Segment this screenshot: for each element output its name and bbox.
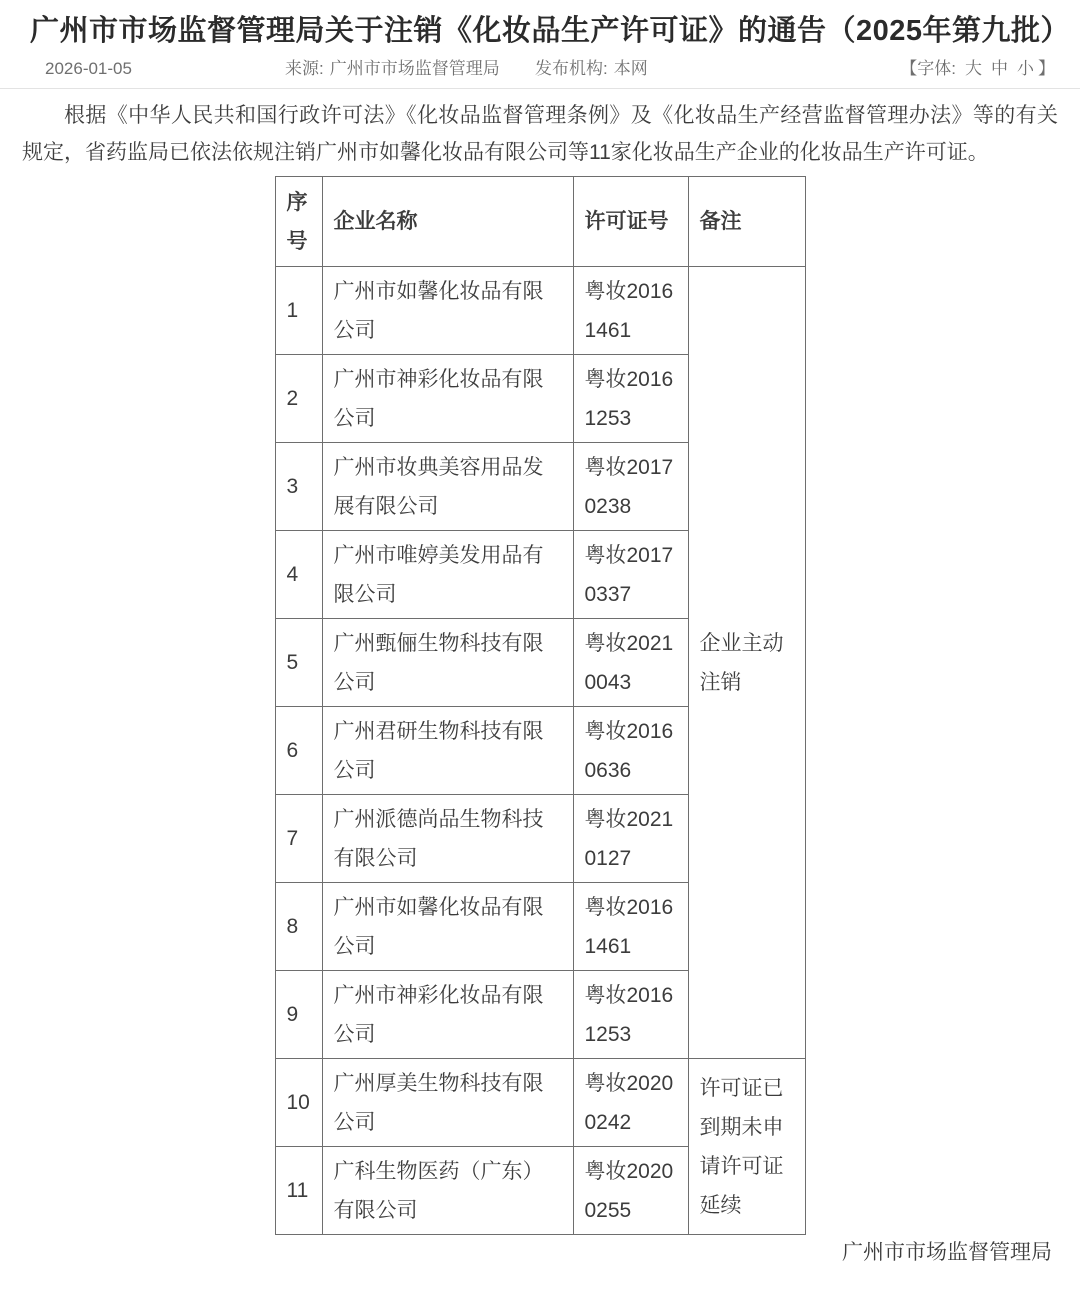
license-number-cell: 粤妆20210127 — [573, 795, 688, 883]
row-number-cell: 7 — [275, 795, 322, 883]
font-large-button[interactable]: 大 — [965, 59, 982, 78]
article-meta — [0, 51, 1080, 89]
header-serial-number: 序号 — [275, 177, 322, 267]
row-number-cell: 1 — [275, 267, 322, 355]
row-number-cell: 5 — [275, 619, 322, 707]
source-value: 广州市市场监督管理局 — [329, 59, 500, 78]
font-small-button[interactable]: 小 — [1017, 59, 1034, 78]
company-name-cell: 广州市如馨化妆品有限公司 — [322, 267, 573, 355]
license-number-cell: 粤妆20170337 — [573, 531, 688, 619]
row-number-cell: 6 — [275, 707, 322, 795]
license-number-cell: 粤妆20200255 — [573, 1147, 688, 1235]
company-name-cell: 广州市神彩化妆品有限公司 — [322, 971, 573, 1059]
row-number-cell: 11 — [275, 1147, 322, 1235]
header-license-number: 许可证号 — [573, 177, 688, 267]
publisher-value: 本网 — [613, 59, 648, 78]
license-number-cell: 粤妆20161461 — [573, 883, 688, 971]
company-name-cell: 广州甄俪生物科技有限公司 — [322, 619, 573, 707]
source-field — [285, 59, 535, 79]
company-name-cell: 广州市妆典美容用品发展有限公司 — [322, 443, 573, 531]
font-label-close: 】 — [1038, 59, 1055, 78]
body-paragraph: 根据《中华人民共和国行政许可法》《化妆品监督管理条例》及《化妆品生产经营监督管理办法》等的有关规定，省药监局已依法依规注销广州市如馨化妆品有限公司等11家化妆品生产企业的化妆品生产许可证。 — [22, 104, 1058, 164]
row-number-cell: 8 — [275, 883, 322, 971]
company-name-cell: 广科生物医药（广东）有限公司 — [322, 1147, 573, 1235]
header-remark: 备注 — [688, 177, 805, 267]
row-number-cell: 4 — [275, 531, 322, 619]
page-title: 广州市市场监督管理局关于注销《化妆品生产许可证》的通告（2025年第九批） — [30, 15, 1071, 47]
remark-cell-expired: 许可证已到期未申请许可证延续 — [688, 1059, 805, 1235]
row-number-cell: 3 — [275, 443, 322, 531]
license-number-cell: 粤妆20161253 — [573, 971, 688, 1059]
publish-date: 2026-01-05 — [45, 59, 132, 78]
row-number-cell: 10 — [275, 1059, 322, 1147]
license-number-cell: 粤妆20161253 — [573, 355, 688, 443]
license-table — [275, 176, 806, 1235]
source-label: 来源: — [285, 59, 324, 78]
company-name-cell: 广州市神彩化妆品有限公司 — [322, 355, 573, 443]
company-name-cell: 广州君研生物科技有限公司 — [322, 707, 573, 795]
table-row — [275, 1059, 805, 1147]
row-number-cell: 2 — [275, 355, 322, 443]
table-header-row — [275, 177, 805, 267]
license-number-cell: 粤妆20160636 — [573, 707, 688, 795]
font-medium-button[interactable]: 中 — [991, 59, 1008, 78]
table-row — [275, 267, 805, 355]
publisher-field — [535, 59, 648, 79]
license-number-cell: 粤妆20200242 — [573, 1059, 688, 1147]
company-name-cell: 广州市唯婷美发用品有限公司 — [322, 531, 573, 619]
license-number-cell: 粤妆20161461 — [573, 267, 688, 355]
row-number-cell: 9 — [275, 971, 322, 1059]
license-number-cell: 粤妆20210043 — [573, 619, 688, 707]
font-size-control — [900, 59, 1055, 79]
company-name-cell: 广州派德尚品生物科技有限公司 — [322, 795, 573, 883]
company-name-cell: 广州厚美生物科技有限公司 — [322, 1059, 573, 1147]
issuing-authority-signature: 广州市市场监督管理局 — [842, 1241, 1052, 1264]
header-company-name: 企业名称 — [322, 177, 573, 267]
company-name-cell: 广州市如馨化妆品有限公司 — [322, 883, 573, 971]
font-label: 【字体: — [900, 59, 956, 78]
publisher-label: 发布机构: — [535, 59, 608, 78]
license-number-cell: 粤妆20170238 — [573, 443, 688, 531]
remark-cell-voluntary: 企业主动注销 — [688, 267, 805, 1059]
